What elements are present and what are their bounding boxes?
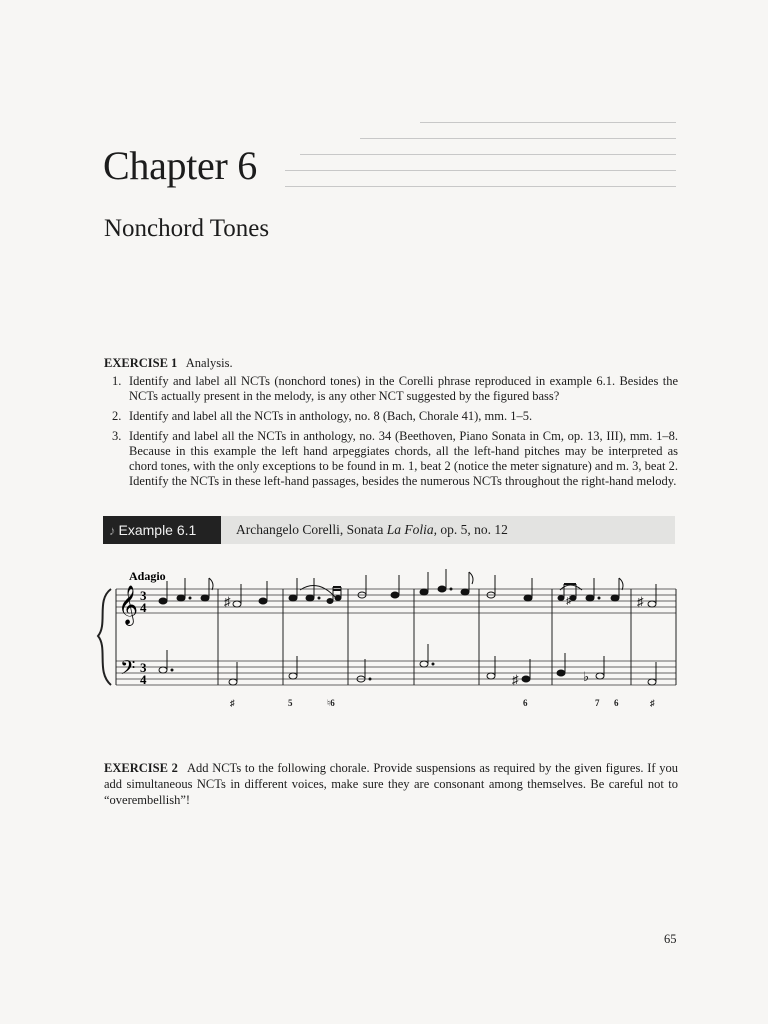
example-badge [103,516,221,544]
title-rule [285,170,676,171]
exercise-1-list [112,374,678,494]
figure-label: 7 [595,698,600,708]
sharp-icon: ♯ [224,594,231,609]
note [233,601,241,607]
barlines [116,589,676,685]
note [557,670,565,676]
slur [300,586,336,599]
figure-label: ♯ [650,698,655,708]
sharp-icon: ♯ [637,594,644,609]
note [327,599,333,604]
note [420,661,428,667]
title-rule [300,154,676,155]
note [586,595,594,601]
note [596,673,604,679]
example-caption [236,516,508,544]
exercise-2 [104,760,678,808]
example-caption-prefix: Archangelo Corelli, Sonata [236,522,387,537]
page-number: 65 [664,932,677,946]
example-caption-suffix: op. 5, no. 12 [436,522,508,537]
grand-staff-brace [98,589,111,685]
flat-icon: ♭ [583,669,590,684]
exercise-1-title: Analysis. [185,356,233,370]
list-item-number: 3. [112,429,122,443]
figure-label: 6 [523,698,528,708]
exercise-1-label: EXERCISE 1 [104,356,178,370]
note [391,592,399,598]
chapter-subtitle: Nonchord Tones [104,215,270,242]
note [201,595,209,601]
music-note-icon: ♪ [109,523,116,538]
bass-staff [116,661,676,685]
note [420,589,428,595]
figure-label: ♯ [230,698,235,708]
note [558,596,564,601]
example-caption-title: La Folia, [386,522,437,537]
exercise-2-text: Add NCTs to the following chorale. Provide suspensions as required by the given figures. If you add simultaneous NCTs in different voices, make sure they are consonant among themselves. Be careful not to “overembellish”! [104,761,678,807]
music-score [0,560,768,720]
bass-clef-icon: 𝄢 [120,656,136,684]
note [648,679,656,685]
note [522,676,530,682]
figure-label: 6 [614,698,619,708]
note [177,595,185,601]
figured-bass [230,698,655,708]
time-signature-top: 3 [140,588,147,603]
chapter-title: Chapter 6 [103,143,257,188]
example-header [103,516,675,544]
note [524,595,532,601]
note [648,601,656,607]
bass-notes [159,644,656,687]
note [306,595,314,601]
time-signature-top: 3 [140,660,147,675]
note [438,586,446,592]
example-badge-label: Example 6.1 [118,522,197,538]
exercise-1-heading [104,355,233,371]
list-item-number: 1. [112,374,122,388]
time-signature-bottom: 4 [140,672,147,687]
tempo-marking: Adagio [129,569,166,583]
list-item-number: 2. [112,409,122,423]
list-item-text: Identify and label all the NCTs in anthology, no. 8 (Bach, Chorale 41), mm. 1–5. [129,409,533,423]
title-rule [360,138,676,139]
note [289,595,297,601]
note [289,673,297,679]
title-rule [285,186,676,187]
sharp-icon: ♯ [566,595,572,607]
sharp-icon: ♯ [512,672,519,687]
time-signature-bottom: 4 [140,600,147,615]
treble-clef-icon: 𝄞 [118,585,139,625]
list-item-text: Identify and label all the NCTs in anthology, no. 34 (Beethoven, Piano Sonata in Cm, op. 13, III), mm. 1–8. Because in this example the left hand arpeggiates chords, all the left-hand pitches may be interpreted as chord tones, with the only exceptions to be found in m. 1, beat 2 (notice the meter signature) and m. 3, beat 2. Identify the NCTs in these left-hand passages, besides the numerous NCTs throughout the right-hand melody. [129,429,678,488]
note [159,667,167,673]
list-item [112,429,678,489]
note [159,598,167,604]
figure-label: ♮6 [327,698,335,708]
note [259,598,267,604]
figure-label: 5 [288,698,293,708]
note [229,679,237,685]
exercise-2-label: EXERCISE 2 [104,761,178,775]
list-item [112,409,678,424]
list-item-text: Identify and label all NCTs (nonchord tones) in the Corelli phrase reproduced in example 6.1. Besides the NCTs actually present in the melody, is any other NCT suggested by the figured bass? [129,374,678,403]
title-rule [420,122,676,123]
note [461,589,469,595]
list-item [112,374,678,404]
note [611,595,619,601]
note [487,673,495,679]
